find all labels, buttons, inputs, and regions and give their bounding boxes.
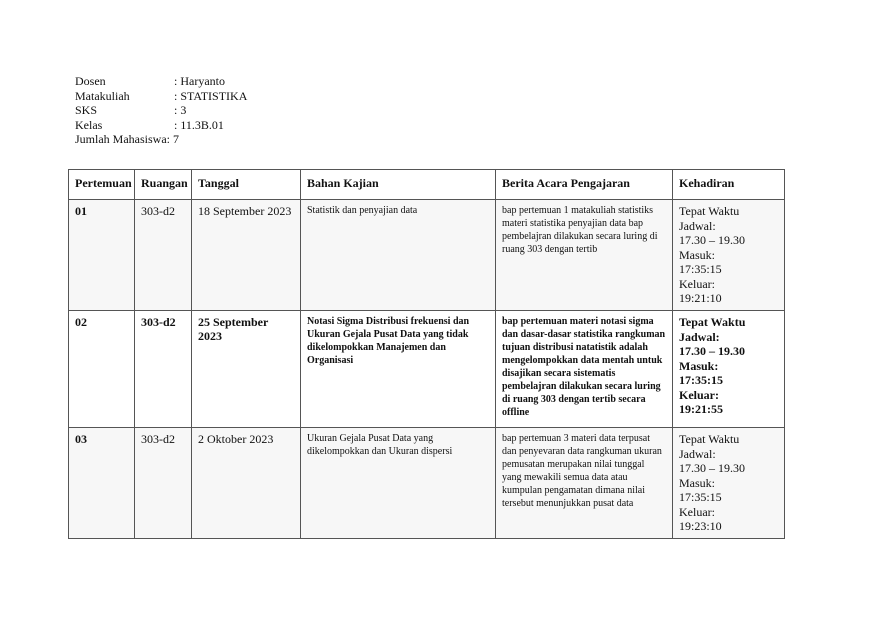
kehadiran-keluar-label: Keluar: [679, 387, 719, 402]
info-label: Kelas [75, 117, 103, 132]
kehadiran-masuk-label: Masuk: [679, 358, 719, 373]
info-row-jumlah-mahasiswa [75, 132, 247, 147]
kehadiran-status: Tepat Waktu [679, 204, 740, 218]
table-row [69, 311, 785, 428]
kehadiran-status: Tepat Waktu [679, 315, 746, 329]
info-value: : Haryanto [174, 74, 225, 88]
info-value: : STATISTIKA [174, 88, 248, 103]
cell-kehadiran [673, 428, 785, 539]
cell-tanggal: 25 September 2023 [192, 311, 301, 428]
info-label: Matakuliah [75, 88, 130, 103]
kehadiran-jadwal: 17.30 – 19.30 [679, 461, 745, 475]
course-info [75, 74, 247, 147]
kehadiran-keluar: 19:21:10 [679, 291, 722, 305]
kehadiran-masuk: 17:35:15 [679, 262, 722, 276]
kehadiran-jadwal-label: Jadwal: [679, 218, 716, 233]
cell-kehadiran [673, 311, 785, 428]
header-tanggal: Tanggal [192, 170, 301, 200]
cell-kehadiran [673, 200, 785, 311]
kehadiran-masuk: 17:35:15 [679, 490, 722, 504]
header-kehadiran: Kehadiran [673, 170, 785, 200]
cell-bahan-kajian: Statistik dan penyajian data [301, 200, 496, 311]
kehadiran-jadwal-label: Jadwal: [679, 446, 716, 461]
cell-ruangan: 303-d2 [135, 428, 192, 539]
kehadiran-jadwal: 17.30 – 19.30 [679, 233, 745, 247]
info-row-kelas [75, 118, 247, 133]
cell-pertemuan: 03 [69, 428, 135, 539]
attendance-table [68, 169, 785, 539]
info-label: Dosen [75, 74, 106, 88]
table-row [69, 428, 785, 539]
kehadiran-keluar-label: Keluar: [679, 276, 715, 291]
info-row-dosen [75, 74, 247, 89]
kehadiran-masuk: 17:35:15 [679, 373, 723, 387]
cell-berita-acara: bap pertemuan 3 materi data terpusat dan penyevaran data rangkuman ukuran pemusatan merupakan nilai tunggal yang mewakili semua data atau kumpulan pengamatan dimana nilai tersebut menunjukkan pusat data [496, 428, 673, 539]
table-row [69, 200, 785, 311]
kehadiran-keluar-label: Keluar: [679, 504, 715, 519]
cell-berita-acara: bap pertemuan 1 matakuliah statistiks materi statistika penyajian data bap pembelajran dilakukan secara luring di ruang 303 dengan tertib [496, 200, 673, 311]
table-header-row [69, 170, 785, 200]
header-pertemuan: Pertemuan [69, 170, 135, 200]
info-value: : 11.3B.01 [174, 117, 224, 132]
kehadiran-jadwal-label: Jadwal: [679, 329, 720, 344]
cell-berita-acara: bap pertemuan materi notasi sigma dan dasar-dasar statistika rangkuman tujuan distribusi natatistik adalah mengelompokkan data mentah untuk disajikan secara sistematis pembelajran dilakukan secara luring di ruang 303 dengan tertib secara offline [496, 311, 673, 428]
info-label: SKS [75, 103, 98, 118]
kehadiran-jadwal: 17.30 – 19.30 [679, 344, 745, 358]
cell-ruangan: 303-d2 [135, 311, 192, 428]
kehadiran-masuk-label: Masuk: [679, 475, 715, 490]
header-bahan-kajian: Bahan Kajian [301, 170, 496, 200]
kehadiran-keluar: 19:21:55 [679, 402, 723, 416]
kehadiran-masuk-label: Masuk: [679, 247, 715, 262]
cell-ruangan: 303-d2 [135, 200, 192, 311]
info-row-matakuliah [75, 89, 247, 104]
header-ruangan: Ruangan [135, 170, 192, 200]
cell-bahan-kajian: Notasi Sigma Distribusi frekuensi dan Ukuran Gejala Pusat Data yang tidak dikelompokkan Manajemen dan Organisasi [301, 311, 496, 428]
cell-pertemuan: 01 [69, 200, 135, 311]
cell-pertemuan: 02 [69, 311, 135, 428]
cell-tanggal: 18 September 2023 [192, 200, 301, 311]
info-value: : 3 [174, 103, 187, 118]
cell-bahan-kajian: Ukuran Gejala Pusat Data yang dikelompokkan dan Ukuran dispersi [301, 428, 496, 539]
info-value: : 7 [166, 132, 179, 147]
cell-tanggal: 2 Oktober 2023 [192, 428, 301, 539]
kehadiran-status: Tepat Waktu [679, 432, 740, 446]
kehadiran-keluar: 19:23:10 [679, 519, 722, 533]
info-label: Jumlah Mahasiswa [75, 132, 167, 147]
info-row-sks [75, 103, 247, 118]
header-berita-acara: Berita Acara Pengajaran [496, 170, 673, 200]
